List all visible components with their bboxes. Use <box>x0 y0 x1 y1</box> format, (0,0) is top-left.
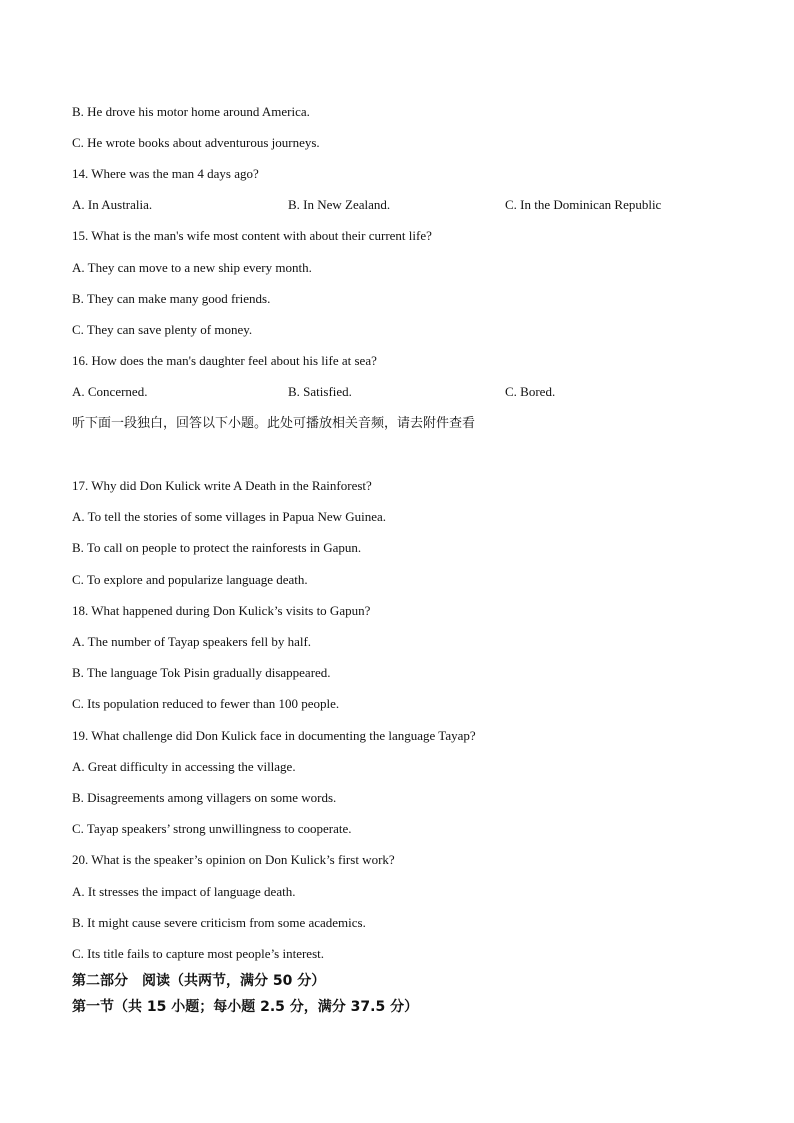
q18-option-c: C. Its population reduced to fewer than 100 people. <box>72 696 340 711</box>
q19-question: 19. What challenge did Don Kulick face in documenting the language Tayap? <box>72 728 476 743</box>
q13-option-b: B. He drove his motor home around America. <box>72 104 310 119</box>
q17-option-c: C. To explore and popularize language death. <box>72 572 308 587</box>
part-heading: 第二部分 阅读（共两节，满分 50 分） <box>72 973 326 989</box>
q17-question: 17. Why did Don Kulick write A Death in the Rainforest? <box>72 478 372 493</box>
q16-question: 16. How does the man's daughter feel about his life at sea? <box>72 353 377 368</box>
subsection-heading: 第一节（共 15 小题；每小题 2.5 分，满分 37.5 分） <box>72 999 419 1015</box>
q16-option-c: C. Bored. <box>505 384 556 399</box>
q14-option-b: B. In New Zealand. <box>288 197 391 212</box>
q19-option-b: B. Disagreements among villagers on some words. <box>72 790 337 805</box>
q20-option-c: C. Its title fails to capture most people’s interest. <box>72 946 325 961</box>
q16-option-a: A. Concerned. <box>72 384 148 399</box>
q14-question: 14. Where was the man 4 days ago? <box>72 166 259 181</box>
q19-option-c: C. Tayap speakers’ strong unwillingness to cooperate. <box>72 821 352 836</box>
q18-option-a: A. The number of Tayap speakers fell by half. <box>72 634 312 649</box>
q15-option-b: B. They can make many good friends. <box>72 291 271 306</box>
q15-option-c: C. They can save plenty of money. <box>72 322 253 337</box>
q15-question: 15. What is the man's wife most content with about their current life? <box>72 228 432 243</box>
q18-question: 18. What happened during Don Kulick’s visits to Gapun? <box>72 603 371 618</box>
q20-question: 20. What is the speaker’s opinion on Don Kulick’s first work? <box>72 852 395 867</box>
q17-option-b: B. To call on people to protect the rainforests in Gapun. <box>72 540 362 555</box>
q19-option-a: A. Great difficulty in accessing the village. <box>72 759 296 774</box>
q20-option-a: A. It stresses the impact of language death. <box>72 884 296 899</box>
q16-option-b: B. Satisfied. <box>288 384 352 399</box>
listening-instruction: 听下面一段独白，回答以下小题。此处可播放相关音频，请去附件查看 <box>72 416 476 431</box>
q18-option-b: B. The language Tok Pisin gradually disappeared. <box>72 665 331 680</box>
q15-option-a: A. They can move to a new ship every month. <box>72 260 312 275</box>
q14-option-c: C. In the Dominican Republic <box>505 197 662 212</box>
q17-option-a: A. To tell the stories of some villages in Papua New Guinea. <box>72 509 387 524</box>
q14-option-a: A. In Australia. <box>72 197 153 212</box>
q20-option-b: B. It might cause severe criticism from some academics. <box>72 915 366 930</box>
q13-option-c: C. He wrote books about adventurous journeys. <box>72 135 320 150</box>
